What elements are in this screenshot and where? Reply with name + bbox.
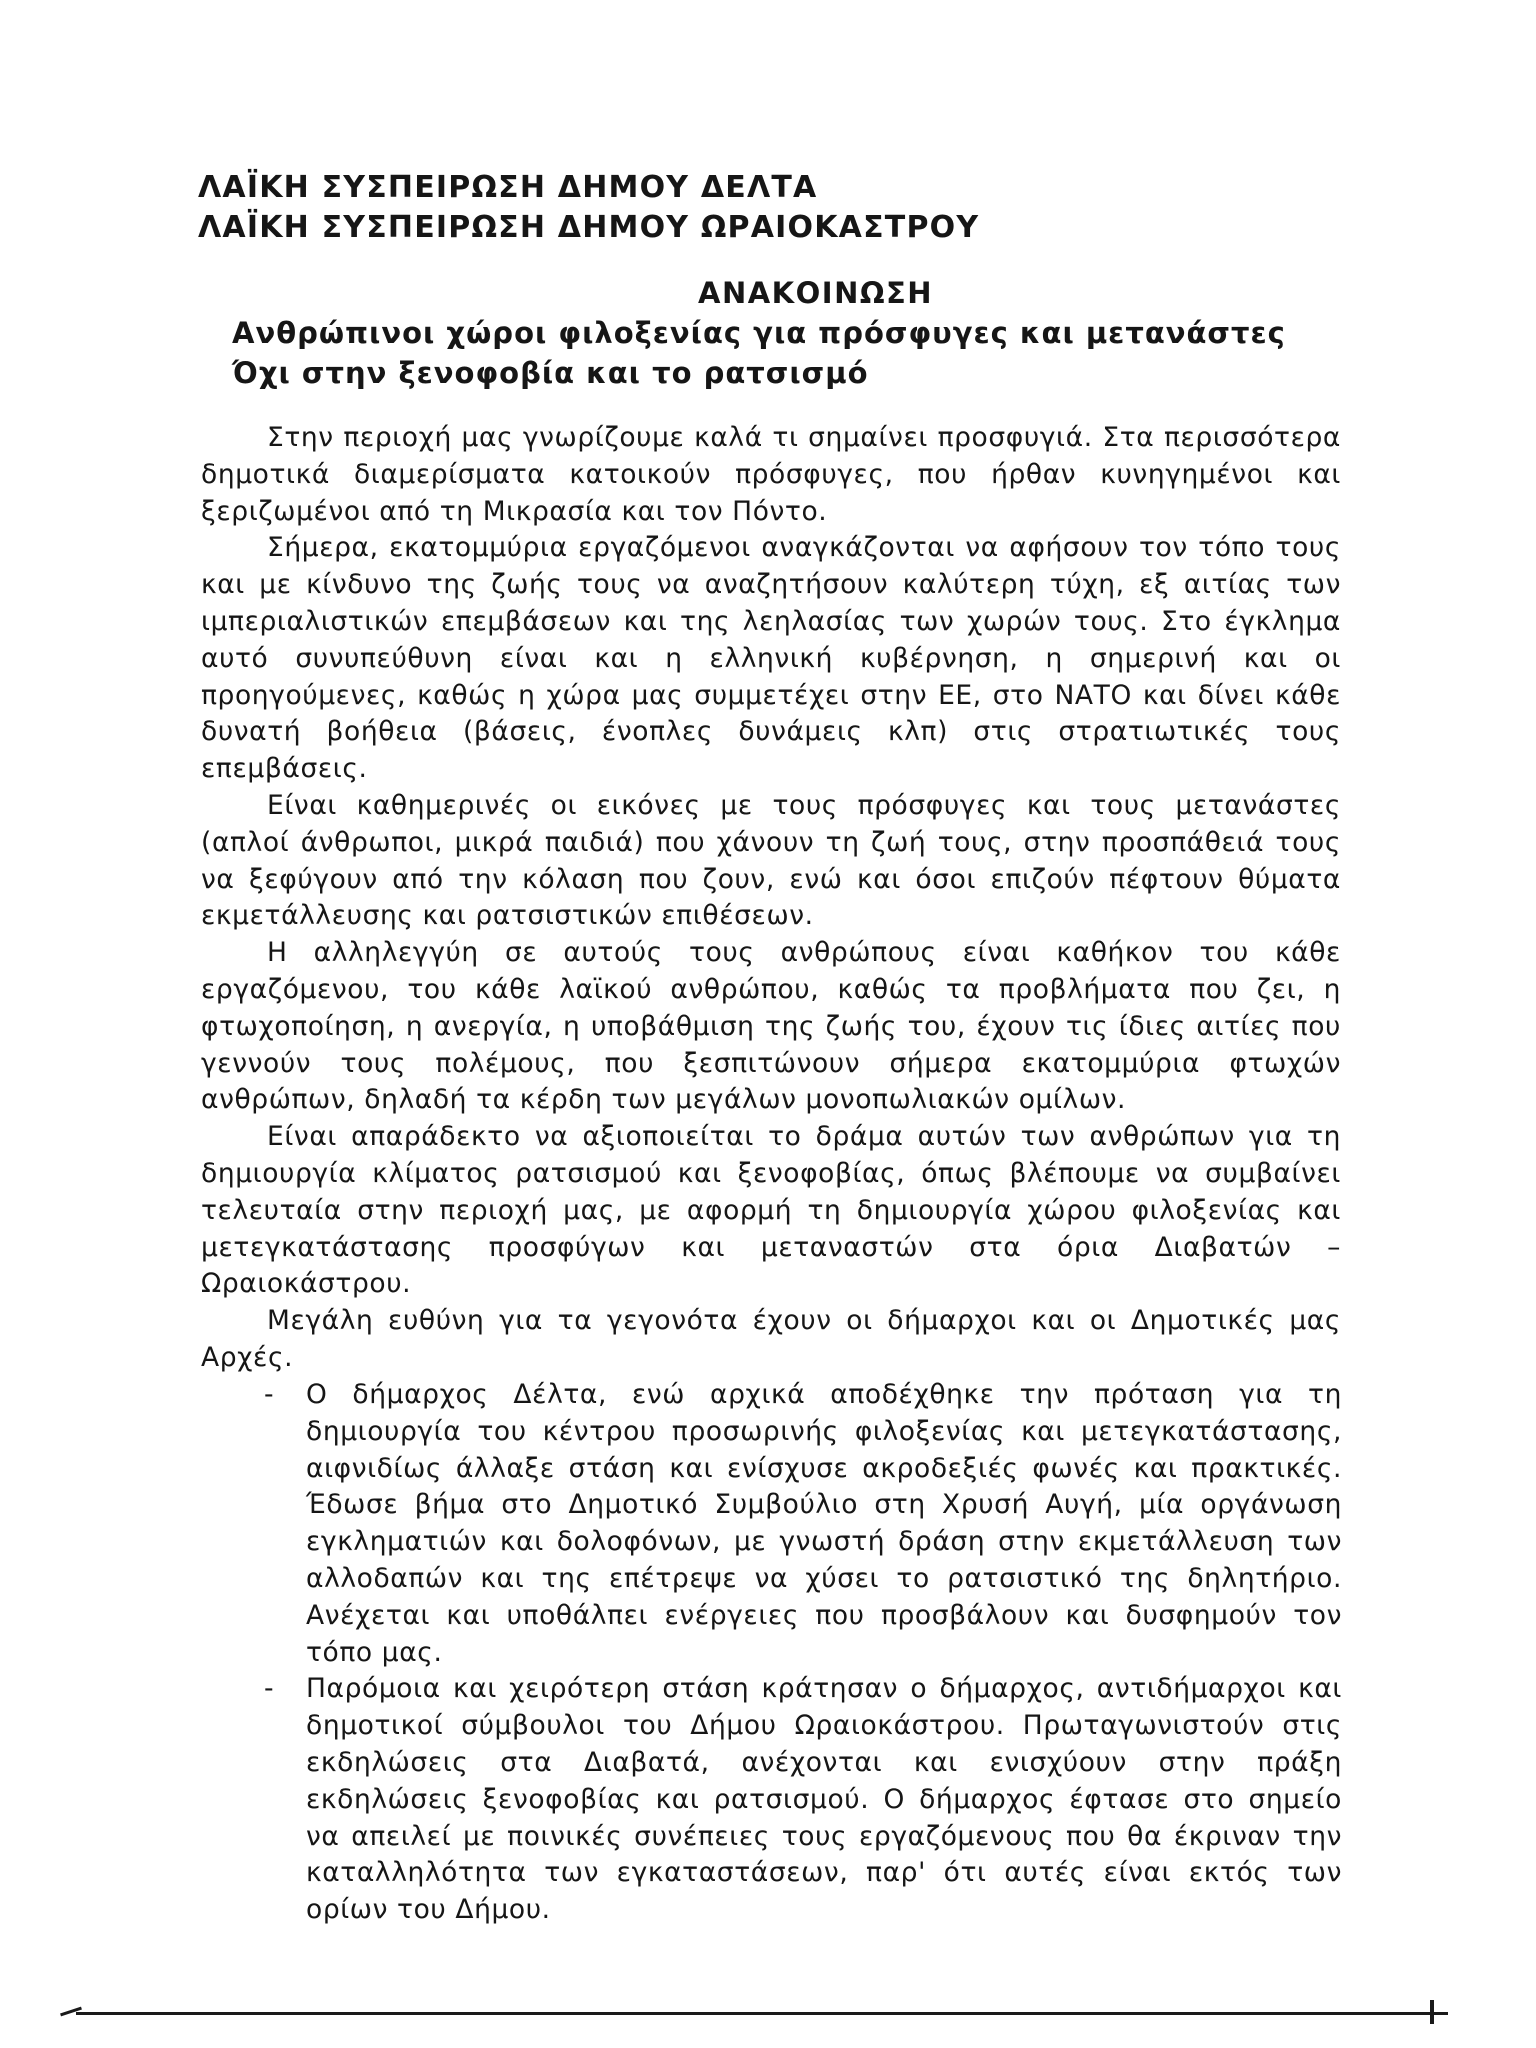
announcement-body bbox=[201, 420, 1341, 1377]
footer-rule-end bbox=[1430, 2000, 1434, 2024]
organization-name-oraiokastro: ΛΑΪΚΗ ΣΥΣΠΕΙΡΩΣΗ ΔΗΜΟΥ ΩΡΑΙΟΚΑΣΤΡΟΥ bbox=[198, 210, 980, 245]
paragraph: Στην περιοχή μας γνωρίζουμε καλά τι σημαίνει προσφυγιά. Στα περισσότερα δημοτικά διαμερίσματα κατοικούν πρόσφυγες, που ήρθαν κυνηγημένοι και ξεριζωμένοι από τη Μικρασία και τον Πόντο. bbox=[201, 422, 1341, 527]
paragraph: Είναι απαράδεκτο να αξιοποιείται το δράμα αυτών των ανθρώπων για τη δημιουργία κλίματος ρατσισμού και ξενοφοβίας, όπως βλέπουμε να συμβαίνει τελευταία στην περιοχή μας, με αφορμή τη δημιουργία χώρου φιλοξενίας και μετεγκατάστασης προσφύγων και μεταναστών στα όρια Διαβατών – Ωραιοκάστρου. bbox=[201, 1121, 1341, 1300]
paragraph: Η αλληλεγγύη σε αυτούς τους ανθρώπους είναι καθήκον του κάθε εργαζόμενου, του κάθε λαϊκού ανθρώπου, καθώς τα προβλήματα που ζει, η φτωχοποίηση, η ανεργία, η υποβάθμιση της ζωής του, έχουν τις ίδιες αιτίες που γεννούν τους πολέμους, που ξεσπιτώνουν σήμερα εκατομμύρια φτωχών ανθρώπων, δηλαδή τα κέρδη των μεγάλων μονοπωλιακών ομίλων. bbox=[201, 937, 1341, 1116]
footer-rule bbox=[76, 2012, 1448, 2015]
announcement-subtitle: Ανθρώπινοι χώροι φιλοξενίας για πρόσφυγες και μετανάστες bbox=[232, 316, 1286, 350]
bullet-list bbox=[264, 1377, 1342, 1929]
list-item bbox=[264, 1377, 1342, 1671]
announcement-title: ΑΝΑΚΟΙΝΩΣΗ bbox=[698, 276, 934, 310]
announcement-slogan: Όχι στην ξενοφοβία και το ρατσισμό bbox=[232, 356, 869, 390]
letterhead bbox=[198, 168, 979, 248]
organization-name-delta: ΛΑΪΚΗ ΣΥΣΠΕΙΡΩΣΗ ΔΗΜΟΥ ΔΕΛΤΑ bbox=[198, 170, 818, 205]
list-item-text: Ο δήμαρχος Δέλτα, ενώ αρχικά αποδέχθηκε την πρόταση για τη δημιουργία του κέντρου προσωρινής φιλοξενίας και μετεγκατάστασης, αιφνιδίως άλλαξε στάση και ενίσχυσε ακροδεξιές φωνές και πρακτικές. Έδωσε βήμα στο Δημοτικό Συμβούλιο στη Χρυσή Αυγή, μία οργάνωση εγκληματιών και δολοφόνων, με γνωστή δράση στην εκμετάλλευση των αλλοδαπών και της επέτρεψε να χύσει το ρατσιστικό της δηλητήριο. Ανέχεται και υποθάλπει ενέργειες που προσβάλουν και δυσφημούν τον τόπο μας. bbox=[306, 1379, 1342, 1668]
list-item bbox=[264, 1671, 1342, 1929]
paragraph: Είναι καθημερινές οι εικόνες με τους πρόσφυγες και τους μετανάστες (απλοί άνθρωποι, μικρά παιδιά) που χάνουν τη ζωή τους, στην προσπάθειά τους να ξεφύγουν από την κόλαση που ζουν, ενώ και όσοι επιζούν πέφτουν θύματα εκμετάλλευσης και ρατσιστικών επιθέσεων. bbox=[201, 789, 1341, 932]
paragraph: Σήμερα, εκατομμύρια εργαζόμενοι αναγκάζονται να αφήσουν τον τόπο τους και με κίνδυνο της ζωής τους να αναζητήσουν καλύτερη τύχη, εξ αιτίας των ιμπεριαλιστικών επεμβάσεων και της λεηλασίας των χωρών τους. Στο έγκλημα αυτό συνυπεύθυνη είναι και η ελληνική κυβέρνηση, η σημερινή και οι προηγούμενες, καθώς η χώρα μας συμμετέχει στην ΕΕ, στο ΝΑΤΟ και δίνει κάθε δυνατή βοήθεια (βάσεις, ένοπλες δυνάμεις κλπ) στις στρατιωτικές τους επεμβάσεις. bbox=[201, 532, 1341, 785]
paragraph: Μεγάλη ευθύνη για τα γεγονότα έχουν οι δήμαρχοι και οι Δημοτικές μας Αρχές. bbox=[201, 1305, 1341, 1373]
bullet-marker: - bbox=[264, 1379, 275, 1410]
list-item-text: Παρόμοια και χειρότερη στάση κράτησαν ο δήμαρχος, αντιδήμαρχοι και δημοτικοί σύμβουλοι του Δήμου Ωραιοκάστρου. Πρωταγωνιστούν στις εκδηλώσεις στα Διαβατά, ανέχονται και ενισχύουν στην πράξη εκδηλώσεις ξενοφοβίας και ρατσισμού. Ο δήμαρχος έφτασε στο σημείο να απειλεί με ποινικές συνέπειες τους εργαζόμενους που θα έκριναν την καταλληλότητα των εγκαταστάσεων, παρ' ότι αυτές είναι εκτός των ορίων του Δήμου. bbox=[306, 1673, 1342, 1926]
bullet-marker: - bbox=[264, 1673, 275, 1705]
